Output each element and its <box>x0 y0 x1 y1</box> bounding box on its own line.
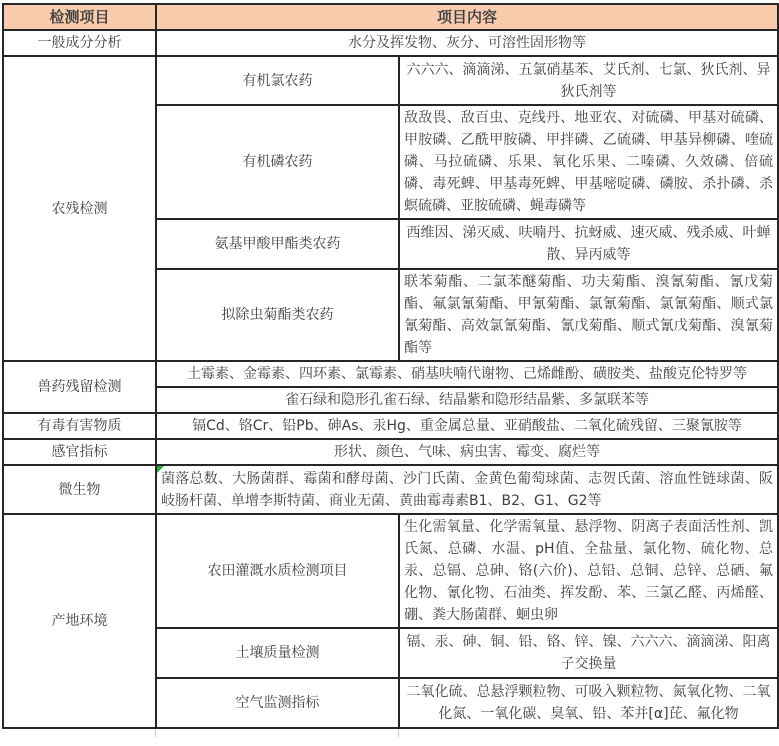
microbiology-content-text: 菌落总数、大肠菌群、霉菌和酵母菌、沙门氏菌、金黄色葡萄球菌、志贺氏菌、溶血性链球菌、阪岐肠杆菌、单增李斯特菌、商业无菌、黄曲霉毒素B1、B2、G1、G2等 <box>161 470 774 509</box>
subcategory-cell-soil-quality: 土壤质量检测 <box>156 628 399 678</box>
content-cell-microbiology <box>156 465 778 514</box>
category-cell-vet-drug-residue: 兽药残留检测 <box>3 361 156 413</box>
cell-error-marker-icon <box>157 466 164 473</box>
header-cell-detection-item: 检测项目 <box>3 4 156 30</box>
category-cell-pesticide-residue: 农残检测 <box>3 56 156 361</box>
gridline <box>155 729 156 737</box>
content-cell-air-monitoring: 二氧化硫、总悬浮颗粒物、可吸入颗粒物、氮氧化物、二氧化氮、一氧化碳、臭氧、铅、苯并[α]芘、氟化物 <box>399 678 778 728</box>
content-cell-vet-drug-line2: 雀石绿和隐形孔雀石绿、结晶紫和隐形结晶紫、多氯联苯等 <box>156 387 778 413</box>
content-cell-irrigation-water: 生化需氧量、化学需氧量、悬浮物、阴离子表面活性剂、凯氏氮、总磷、水温、pH值、全盐量、氯化物、硫化物、总汞、总镉、总砷、铬(六价)、总铅、总铜、总锌、总硒、氟化物、氰化物、石油类、挥发酚、苯、三氯乙醛、丙烯醛、硼、粪大肠菌群、蛔虫卵 <box>399 514 778 628</box>
content-cell-organochlorine: 六六六、滴滴涕、五氯硝基苯、艾氏剂、七氯、狄氏剂、异狄氏剂等 <box>399 56 778 105</box>
content-cell-carbamate: 西维因、涕灭威、呋喃丹、抗蚜威、速灭威、残杀威、叶蝉散、异丙威等 <box>399 219 778 269</box>
content-cell-soil-quality: 镉、汞、砷、铜、铅、铬、锌、镍、六六六、滴滴涕、阳离子交换量 <box>399 628 778 678</box>
content-cell-pyrethroid: 联苯菊酯、二氯苯醚菊酯、功夫菊酯、溴氰菊酯、氰戊菊酯、氟氯氰菊酯、甲氰菊酯、氯氰菊酯、氯氰菊酯、顺式氯氰菊酯、高效氯氰菊酯、氰戊菊酯、顺式氰戊菊酯、溴氰菊酯等 <box>399 269 778 361</box>
table-row <box>3 30 778 56</box>
category-cell-general-composition: 一般成分分析 <box>3 30 156 56</box>
content-cell-vet-drug-line1: 土霉素、金霉素、四环素、氯霉素、硝基呋喃代谢物、己烯雌酚、磺胺类、盐酸克伦特罗等 <box>156 361 778 387</box>
subcategory-cell-organochlorine: 有机氯农药 <box>156 56 399 105</box>
subcategory-cell-irrigation-water: 农田灌溉水质检测项目 <box>156 514 399 628</box>
inspection-table <box>2 3 779 729</box>
category-cell-sensory-indicators: 感官指标 <box>3 439 156 465</box>
header-cell-item-content: 项目内容 <box>156 4 778 30</box>
table-row <box>3 361 778 387</box>
content-cell-general-composition: 水分及挥发物、灰分、可溶性固形物等 <box>156 30 778 56</box>
category-cell-toxic-substances: 有毒有害物质 <box>3 413 156 439</box>
subcategory-cell-air-monitoring: 空气监测指标 <box>156 678 399 728</box>
subcategory-cell-pyrethroid: 拟除虫菊酯类农药 <box>156 269 399 361</box>
table-row <box>3 413 778 439</box>
content-cell-sensory-indicators: 形状、颜色、气味、病虫害、霉变、腐烂等 <box>156 439 778 465</box>
table-row <box>3 56 778 105</box>
content-cell-toxic-substances: 镉Cd、铬Cr、铅Pb、砷As、汞Hg、重金属总量、亚硝酸盐、二氧化硫残留、三聚氰胺等 <box>156 413 778 439</box>
table-row <box>3 465 778 514</box>
category-cell-microbiology: 微生物 <box>3 465 156 514</box>
table-row <box>3 439 778 465</box>
table-row <box>3 514 778 628</box>
subcategory-cell-carbamate: 氨基甲酸甲酯类农药 <box>156 219 399 269</box>
header-row <box>3 4 778 30</box>
subcategory-cell-organophosphate: 有机磷农药 <box>156 105 399 219</box>
category-cell-production-environment: 产地环境 <box>3 514 156 728</box>
next-empty-row-gridlines <box>2 729 777 737</box>
content-cell-organophosphate: 敌敌畏、敌百虫、克线丹、地亚农、对硫磷、甲基对硫磷、甲胺磷、乙酰甲胺磷、甲拌磷、乙硫磷、甲基异柳磷、喹硫磷、马拉硫磷、乐果、氧化乐果、二嗪磷、久效磷、倍硫磷、毒死蜱、甲基毒死蜱、甲基嘧啶磷、磷胺、杀扑磷、杀螟硫磷、亚胺硫磷、蝇毒磷等 <box>399 105 778 219</box>
gridline <box>398 729 399 737</box>
